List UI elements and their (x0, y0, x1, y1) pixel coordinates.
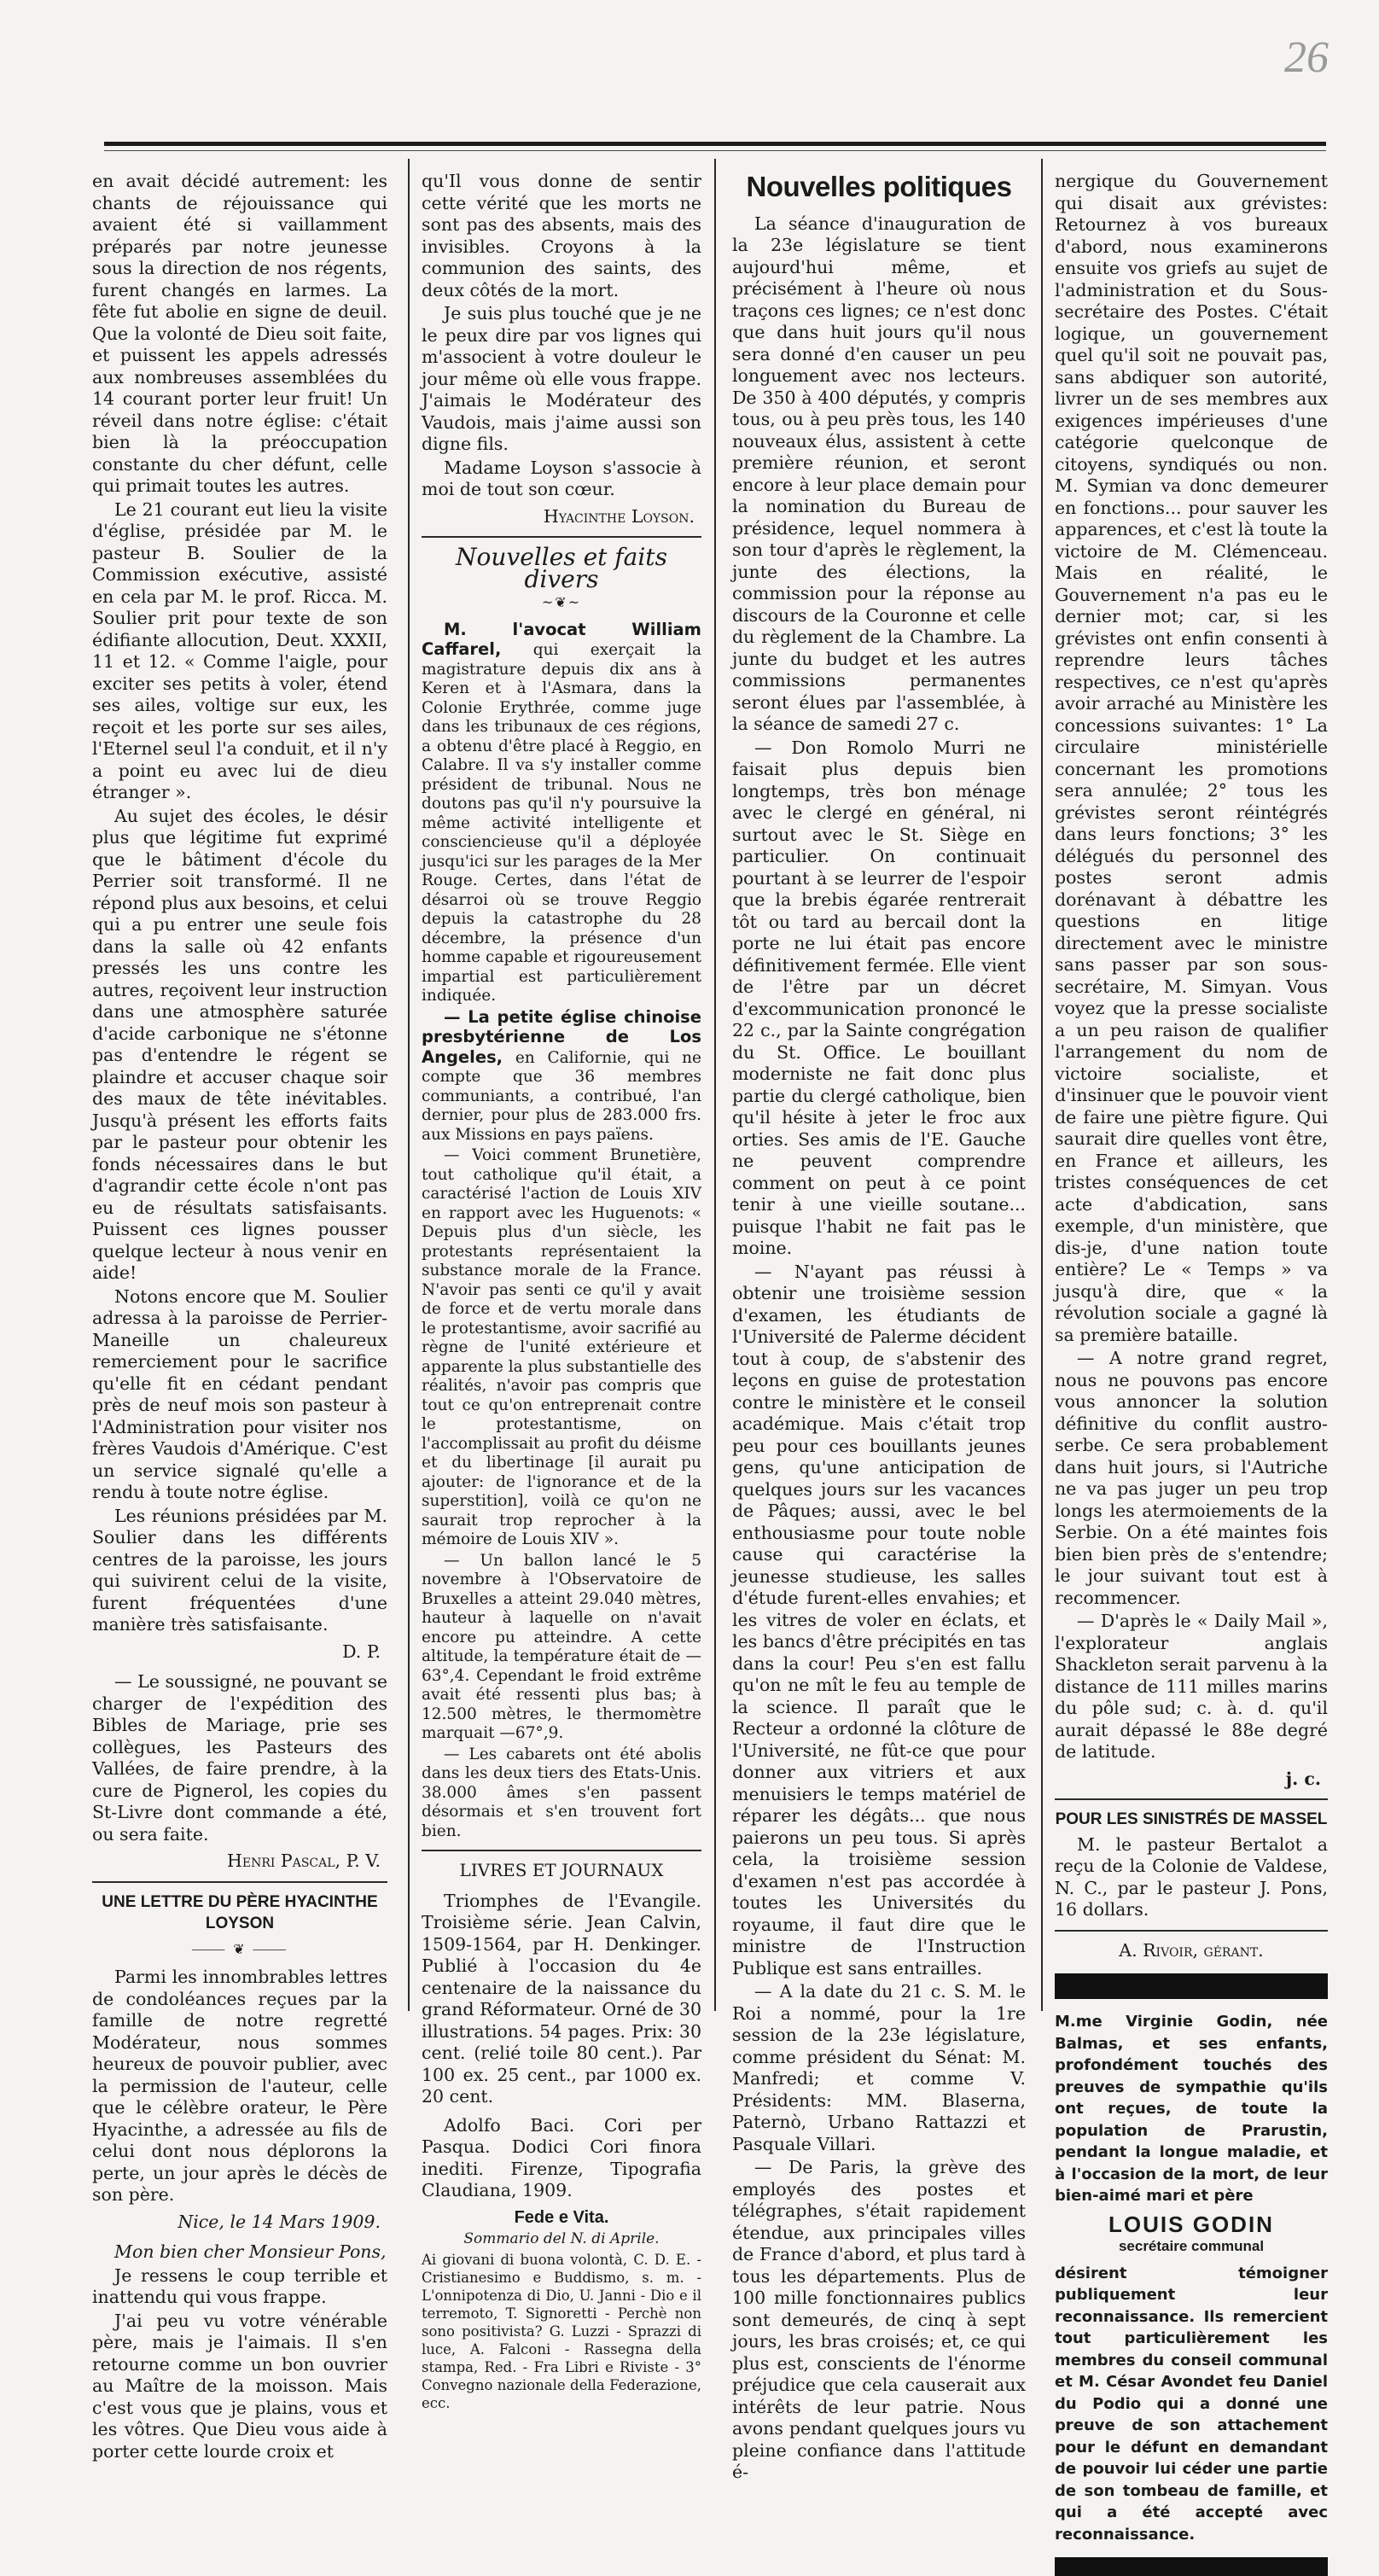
news-caffarel-head: M. l'avocat William Caffarel, (422, 619, 701, 659)
col1-para-2: Le 21 courant eut lieu la visite d'église, présidée par M. le pasteur B. Soulier de la Commission exécutive, assisté en cela par M. le prof. Ricca. M. Soulier prit pour texte de son édifiante allocution, Deut. XXXII, 11 et 12. « Comme l'aigle, pour exciter ses petits à voler, étend ses ailes, voltige sur eux, les reçoit et les porte sur ses ailes, l'Eternel seul l'a conduit, et il n'y a point eu avec lui de dieu étranger ». (92, 498, 387, 802)
column-2 (422, 171, 701, 2411)
col1-para-8: Je ressens le coup terrible et inattendu qui vous frappe. (92, 2264, 387, 2307)
fede-body: Ai giovani di buona volontà, C. D. E. - Cristianesimo e Buddismo, s. m. - L'onnipotenza di Dio, U. Janni - Dio e il terremoto, T. Signoretti - Perchè non sono positivista? G. Luzzi - Sprazzi di luce, A. Falconi - Rassegna della stampa, Red. - Fra Libri e Riviste - 3° Convegno nazionale della Federazione, ecc. (422, 2251, 701, 2411)
godin-name: LOUIS GODIN (1108, 2211, 1274, 2237)
massel-title: POUR LES SINISTRÉS DE MASSEL (1055, 1810, 1328, 1828)
black-band-top (1055, 1973, 1328, 1999)
section-rule (92, 1881, 387, 1883)
gerant: A. Rivoir, gérant. (1119, 1939, 1264, 1961)
page-number: 26 (1284, 33, 1329, 82)
col3-para-1: La séance d'inauguration de la 23e législature se tient aujourd'hui même, et précisément à l'heure où nous traçons ces lignes; ce n'est donc que dans huit jours qu'il nous sera donné d'en causer un peu longuement avec nos lecteurs. De 350 à 400 députés, y compris tous, ou à peu près tous, les 140 nouveaux élus, assistent à cette première réunion, et seront encore à leur place demain pour la nomination du Bureau de présidence, lequel nommera à son tour d'après le règlement, la junte des élections, la commission pour la réponse au discours de la Couronne et celle du règlement de la Chambre. La junte du budget et les autres commissions permanentes seront élues par l'assemblée, à la séance de samedi 27 c. (732, 213, 1026, 734)
column-divider-3 (1041, 159, 1043, 2011)
col2-para-1: qu'Il vous donne de sentir cette vérité que les morts ne sont pas des absents, mais des invisibles. Croyons à la communion des saints, des deux côtés de la mort. (422, 171, 701, 300)
signature-jc: j. c. (1285, 1768, 1321, 1789)
col2-para-2: Je suis plus touché que je ne le peux dire par vos lignes qui m'associent à votre douleur le jour même où elle vous frappe. J'aimais le Modérateur des Vaudois, mais j'aime aussi son digne fils. (422, 303, 701, 454)
books-title: LIVRES ET JOURNAUX (459, 1860, 664, 1880)
col4-para-1: nergique du Gouvernement qui disait aux grévistes: Retournez à vos bureaux d'abord, nous examinerons ensuite vos griefs au sujet de l'administration et du Sous-secrétaire des Postes. C'était logique, un gouvernement quel qu'il soit ne pouvait pas, sans abdiquer son autorité, livrer un de ses membres aux exigences impérieuses d'une catégorie quelconque de citoyens, syndiqués ou non. M. Symian va donc demeurer en fonctions... pour sauver les apparences, et c'est là toute la victoire de M. Clémenceau. Mais en réalité, le Gouvernement n'a pas eu le dernier mot; car, si les grévistes ont enfin consenti à reprendre leurs tâches respectives, ce n'est qu'après avoir arraché au Ministère les concessions suivantes: 1° La circulaire ministérielle concernant les promotions sera annulée; 2° tous les grévistes seront réintégrés dans leurs fonctions; 3° les délégués du personnel des postes seront admis dorénavant à débattre les questions en litige directement avec le ministre sans passer par son sous-secrétaire, M. Simyan. Vous voyez que la presse socialiste a un peu raison de qualifier l'arrangement du nom de victoire socialiste, et d'insinuer que le pouvoir vient de faire une piètre figure. Qui saurait dire quelles vont être, en France et ailleurs, les tristes conséquences de cet acte d'abdication, sans exemple, d'un ministère, que dis-je, d'une nation toute entière? Le « Temps » va jusqu'à dire, que « la révolution sociale a gagné là sa première bataille. (1055, 171, 1328, 1345)
col1-para-3: Au sujet des écoles, le désir plus que légitime fut exprimé que le bâtiment d'école du Perrier soit transformé. Il ne répond plus aux besoins, et celui qui a pu entrer une seule fois dans la salle où 42 enfants pressés les uns contre les autres, reçoivent leur instruction dans une atmosphère saturée d'acide carbonique ne s'étonne pas d'entendre le régent se plaindre et accuser chaque soir des maux de tête inévitables. Jusqu'à présent les efforts faits par le pasteur pour obtenir les fonds nécessaires dans le but d'agrandir cette école n'ont pas eu de résultats satisfaisants. Puissent ces lignes pousser quelque lecteur à nous venir en aide! (92, 805, 387, 1283)
massel-text: M. le pasteur Bertalot a reçu de la Colonie de Valdese, N. C., par le pasteur J. Pons, 16 dollars. (1055, 1833, 1328, 1920)
fede-title: Fede e Vita. (514, 2207, 609, 2227)
header-rule-thin (104, 150, 1326, 151)
letter-title: UNE LETTRE DU PÈRE HYACINTHE LOYSON (102, 1892, 378, 1932)
col1-para-9: J'ai peu vu votre vénérable père, mais je l'aimais. Il s'en retourne comme un bon ouvrier au Maître de la moisson. Mais c'est vous que je plains, vous et les vôtres. Que Dieu vous aide à porter cette lourde croix et (92, 2310, 387, 2462)
col4-para-3: — D'après le « Daily Mail », l'explorateur anglais Shackleton serait parvenu à la distance de 111 milles marins du pôle sud; c. à. d. qu'il aurait dépassé le 88e degré de latitude. (1055, 1611, 1328, 1762)
book-cori: Adolfo Baci. Cori per Pasqua. Dodici Cori finora inediti. Firenze, Tipografia Claudiana, 1909. (422, 2114, 701, 2200)
black-band-bottom (1055, 2557, 1328, 2576)
col3-para-5: — De Paris, la grève des employés des postes et télégraphes, s'était rapidement étendue, aux principales villes de France d'abord, et plus tard à tous les départements. Plus de 100 mille fonctionnaires publics sont demeurés, de cinq à sept jours, les bras croisés; et, ce qui plus est, conscients de l'énorme préjudice que cela causerait aux intérêts de leur patrie. Nous avons pendant quelques jours vu pleine confiance dans l'attitude é- (732, 2157, 1026, 2482)
politics-title: Nouvelles politiques (746, 171, 1012, 202)
letter-dateline: Nice, le 14 Mars 1909. (177, 2211, 381, 2232)
column-divider-2 (714, 159, 716, 2011)
col3-para-4: — A la date du 21 c. S. M. le Roi a nommé, pour la 1re session de la 23e législature, comme président du Sénat: M. Manfredi; et comme V. Présidents: MM. Blaserna, Paternò, Urbano Rattazzi et Pasquale Villari. (732, 1981, 1026, 2154)
section-rule (1055, 1798, 1328, 1800)
column-divider-1 (408, 159, 410, 2011)
news-ballon: — Un ballon lancé le 5 novembre à l'Observatoire de Bruxelles a atteint 29.040 mètres, hauteur à laquelle on n'avait encore pu atteindre. A cette altitude, la température était de —63°,4. Cependant le froid extrême avait été ressenti plus bas; à 12.500 mètres, le thermomètre marquait —67°,9. (422, 1551, 701, 1742)
signature-loyson: Hyacinthe Loyson. (543, 505, 695, 527)
col1-para-1: en avait décidé autrement: les chants de réjouissance qui avaient été si vaillamment préparés par notre jeunesse sous la direction de nos régents, furent changés en larmes. La fête fut abolie en signe de deuil. Que la volonté de Dieu soit faite, et puissent les appels adressés aux nombreuses assemblées du 14 courant porter leur fruit! Un réveil dans notre église: c'était bien là la préoccupation constante du cher défunt, celle qui primait toutes les autres. (92, 171, 387, 496)
col1-para-6: — Le soussigné, ne pouvant se charger de l'expédition des Bibles de Mariage, prie ses collègues, les Pasteurs des Vallées, de faire prendre, à la cure de Pignerol, les copies du St-Livre dont commande a été, ou sera faite. (92, 1671, 387, 1845)
news-caffarel: qui exerçait la magistrature depuis dix ans à Keren et à l'Asmara, dans la Colonie Erythrée, comme juge dans les tribunaux de ces régions, a obtenu d'être placé à Reggio, en Calabre. Il va s'y installer comme président de tribunal. Nous ne doutons pas qu'il n'y poursuive la même activité intelligente et consciencieuse qu'il a déployée jusqu'ici sur les parages de la Mer Rouge. Certes, dans l'état de désarroi où se trouve Reggio depuis la catastrophe du 28 décembre, la présence d'un homme capable et rigoureusement impartial est particulièrement indiquée. (422, 641, 701, 1005)
col2-para-3: Madame Loyson s'associe à moi de tout son cœur. (422, 457, 701, 499)
godin-body: désirent témoigner publiquement leur reconnaissance. Ils remercient tout particulièrement les membres du conseil communal et M. César Avondet feu Daniel du Podio qui a donné une preuve de son attachement pour le défunt en demandant de pouvoir lui céder une partie de son tombeau de famille, et qui a été accepté avec reconnaissance. (1055, 2264, 1328, 2544)
letter-salutation: Mon bien cher Monsieur Pons, (114, 2241, 387, 2262)
col4-para-2: — A notre grand regret, nous ne pouvons pas encore vous annoncer la solution définitive du conflit austro-serbe. Ce sera probablement dans huit jours, si l'Autriche ne va pas juger un peu trop longs les atermoiements de la Serbie. On a été maintes fois bien bien près de s'entendre; le jour suivant tout est à recommencer. (1055, 1348, 1328, 1608)
column-3 (732, 171, 1026, 2482)
section-rule (422, 536, 701, 538)
fede-subtitle: Sommario del N. di Aprile. (463, 2230, 660, 2247)
signature-dp: D. P. (342, 1641, 381, 1662)
signature-pascal: Henri Pascal, P. V. (227, 1850, 381, 1871)
section-rule (1055, 1930, 1328, 1932)
godin-role: secrétaire communal (1118, 2238, 1265, 2254)
header-rule (104, 142, 1326, 146)
ornament: ⸻ ❦ ⸻ (191, 1940, 288, 1957)
ornament: ~❦~ (541, 594, 582, 610)
godin-intro: M.me Virginie Godin, née Balmas, et ses enfants, profondément touchés des preuves de sympathie qu'ils ont reçues, de toute la population de Prarustin, pendant la longue maladie, et à l'occasion de la mort, de leur bien-aimé mari et père (1055, 2013, 1328, 2205)
book-calvin: Triomphes de l'Evangile. Troisième série. Jean Calvin, 1509-1564, par H. Denkinger. Publié à l'occasion du 4e centenaire de la naissance du grand Réformateur. Orné de 30 illustrations. 54 pages. Prix: 30 cent. (relié toile 80 cent.). Par 100 ex. 25 cent., par 1000 ex. 20 cent. (422, 1890, 701, 2107)
news-los-angeles-head: — La petite église chinoise presbytérienne de Los Angeles, (422, 1006, 701, 1067)
news-los-angeles: en Californie, qui ne compte que 36 membres communiants, a contribué, l'an dernier, pour plus de 283.000 frs. aux Missions en pays païens. (422, 1048, 701, 1144)
col3-para-3: — N'ayant pas réussi à obtenir une troisième session d'examen, les étudiants de l'Université de Palerme décident tout à coup, de s'abstenir des leçons en guise de protestation contre le ministère et le conseil académique. Mais c'était trop peu pour ces bouillants jeunes gens, qu'une anticipation de quelques jours sur les vacances de Pâques; aussi, avec le bel enthousiasme pour toute noble cause qui caractérise la jeunesse studieuse, les salles d'étude furent-elles envahies; et les vitres de voler en éclats, et les bancs d'être précipités en tas dans la cour! Peu s'en est fallu qu'on ne mît le feu au temple de la science. Il paraît que le Recteur a ordonné la clôture de l'Université, ne fût-ce que pour donner aux vitriers et aux menuisiers le temps matériel de réparer les dégâts... que nous paierons un peu tous. Si après cela, la troisième session d'examen n'est pas accordée à toutes les Universités du royaume, il faut dire que le ministre de l'Instruction Publique est sans entrailles. (732, 1261, 1026, 1979)
col1-para-4: Notons encore que M. Soulier adressa à la paroisse de Perrier-Maneille un chaleureux remerciement pour le sacrifice qu'elle fit en cédant pendant près de neuf mois son pasteur à l'Administration pour visiter nos frères Vaudois d'Amérique. C'est un service signalé qu'elle a rendu à toute notre église. (92, 1285, 387, 1502)
col1-para-7: Parmi les innombrables lettres de condoléances reçues par la famille de notre regretté Modérateur, nous sommes heureux de pouvoir publier, avec la permission de l'auteur, celle que le célèbre orateur, le Père Hyacinthe, a adressée au fils de celui dont nous déplorons la perte, un jour après le décès de son père. (92, 1967, 387, 2205)
section-rule (422, 1850, 701, 1851)
news-cabarets: — Les cabarets ont été abolis dans les deux tiers des Etats-Unis. 38.000 âmes s'en passent désormais et s'en trouvent fort bien. (422, 1745, 701, 1840)
news-title: Nouvelles et faits divers (456, 543, 667, 593)
column-1 (92, 171, 387, 2462)
col3-para-2: — Don Romolo Murri ne faisait plus depuis bien longtemps, très bon ménage avec le clergé en général, ni surtout avec le St. Siège en particulier. On continuait pourtant à se leurrer de l'espoir que la brebis égarée rentrerait tôt ou tard au bercail dont la porte ne lui était pas encore définitivement fermée. Elle vient de l'être par un décret d'excommunication prononcé le 22 c., par la Sainte congrégation du St. Office. Le bouillant moderniste ne fait donc plus partie du clergé catholique, bien qu'il hésite à jeter le froc aux orties. Ses amis de l'E. Gauche ne peuvent comprendre comment on peut à ce point tenir à une vieille soutane... puisque l'habit ne fait pas le moine. (732, 737, 1026, 1258)
col1-para-5: Les réunions présidées par M. Soulier dans les différents centres de la paroisse, les jours qui suivirent celui de la visite, furent fréquentées d'une manière très satisfaisante. (92, 1505, 387, 1635)
news-brunetiere: — Voici comment Brunetière, tout catholique qu'il était, a caractérisé l'action de Louis XIV en rapport avec les Huguenots: « Depuis plus d'un siècle, les protestants représentaient la substance morale de la France. N'avoir pas senti ce qu'il y avait de force et de vertu morale dans le protestantisme, avoir sacrifié au règne de l'unité extérieure et apparente la plus substantielle des réalités, n'avoir pas compris que tout ce qu'on entreprenait contre le protestantisme, on l'accomplissait au profit du déisme et du libertinage [il aurait pu ajouter: de l'ignorance et de la superstition], voilà ce qu'on ne saurait trop reprocher à la mémoire de Louis XIV ». (422, 1146, 701, 1548)
column-4 (1055, 171, 1328, 2544)
